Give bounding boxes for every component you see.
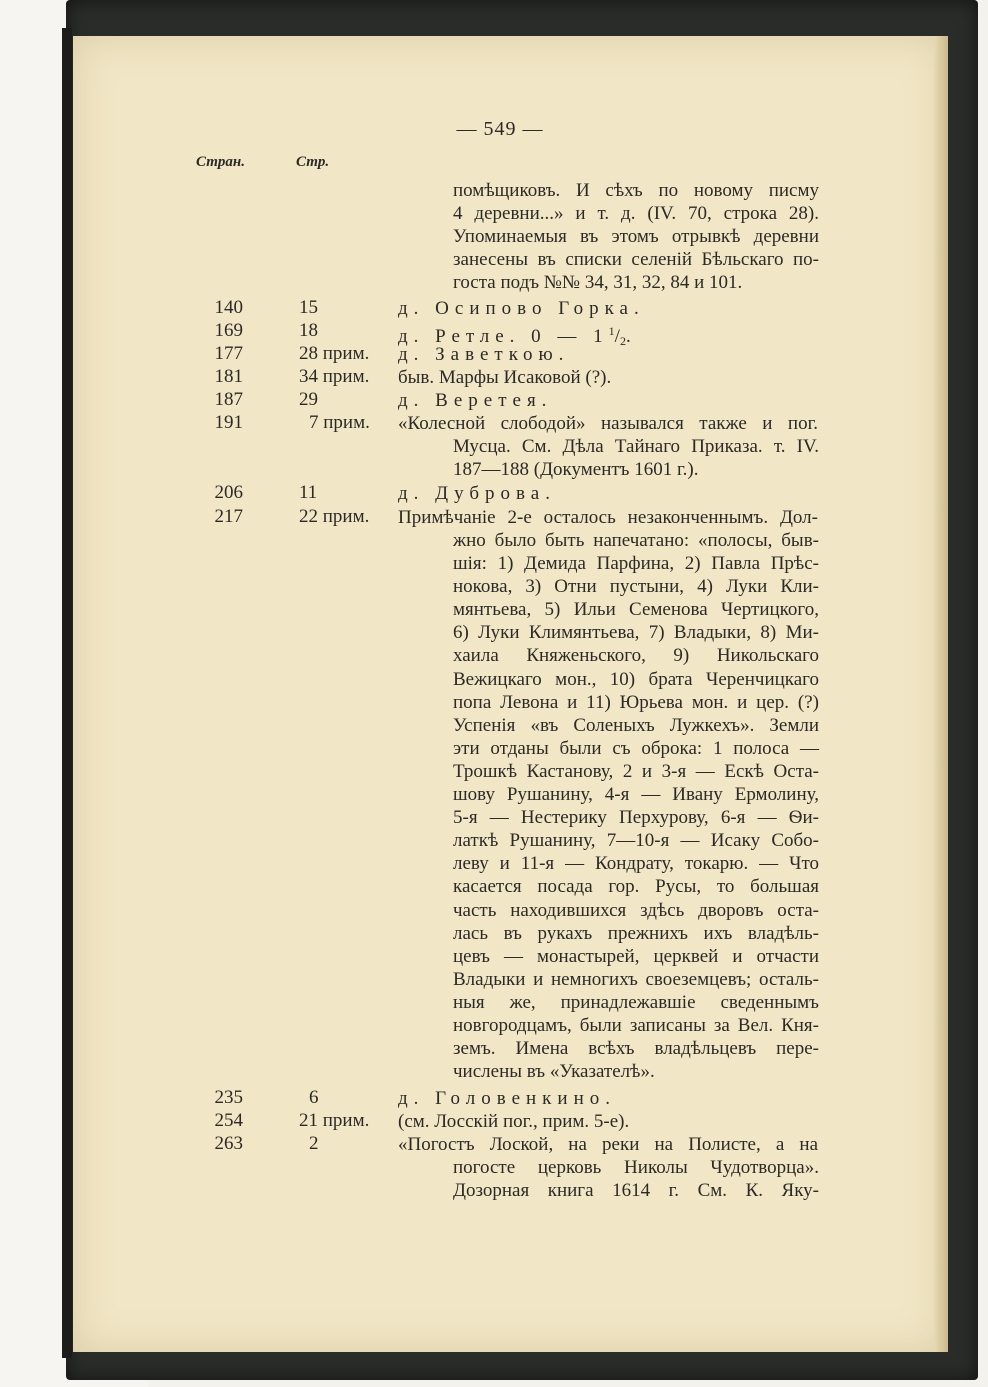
entry-page-number: 177	[214, 343, 243, 364]
entry-page-number: 191	[214, 412, 243, 433]
text-line: 6) Луки Климянтьева, 7) Владыки, 8) Ми-	[453, 622, 819, 644]
text-line: 5-я — Нестерику Перхурову, 6-я — Ѳи-	[453, 807, 819, 829]
text-line: занесены въ списки селеній Бѣльскаго по-	[453, 249, 819, 271]
entry-paragraph	[453, 1156, 819, 1202]
entry-page-number: 206	[214, 482, 243, 503]
text-line: нокова, 3) Отни пустыни, 4) Луки Кли-	[453, 576, 819, 598]
entry-line-number: 6	[309, 1087, 319, 1108]
entry-text-main: д. Ретле. 0 — 1	[398, 326, 609, 347]
text-line: цевъ — монастырей, церквей и отчасти	[453, 945, 819, 967]
page-edge	[934, 36, 948, 1352]
text-line: Дозорная книга 1614 г. См. К. Яку-	[453, 1180, 819, 1202]
text-line: лась въ рукахъ прежнихъ ихъ владѣль-	[453, 922, 819, 944]
text-line: эти отданы были съ оброка: 1 полоса —	[453, 737, 819, 759]
entry-line-number: 28 прим.	[299, 343, 370, 364]
entry-page-number: 263	[214, 1133, 243, 1154]
entry-line-number: 34 прим.	[299, 366, 370, 387]
text-line: госта подъ №№ 34, 31, 32, 84 и 101.	[453, 272, 743, 294]
text-line: Трошкѣ Кастанову, 2 и 3-я — Ескѣ Оста-	[453, 760, 819, 782]
text-line: новгородцамъ, были записаны за Вел. Кня-	[453, 1014, 819, 1036]
entry-page-number: 181	[214, 366, 243, 387]
fraction-denominator: 2	[619, 334, 626, 348]
entry-text: д. Головенкино.	[398, 1088, 616, 1109]
lead-paragraph	[453, 179, 819, 294]
entry-text-first: «Погостъ Лоской, на реки на Полисте, а на	[398, 1134, 818, 1155]
entry-page-number: 235	[214, 1087, 243, 1108]
entry-line-number: 21 прим.	[299, 1110, 370, 1131]
text-line: земъ. Имена всѣхъ владѣльцевъ пере-	[453, 1038, 819, 1060]
entry-page-number: 254	[214, 1110, 243, 1131]
text-line: леву и 11-я — Кондрату, токарю. — Что	[453, 853, 819, 875]
text-line: погосте церковь Николы Чудотворца».	[453, 1157, 819, 1178]
entry-text-cont: 187—188 (Документъ 1601 г.).	[453, 459, 699, 480]
text-line: 4 деревни...» и т. д. (IV. 70, строка 28).	[453, 203, 819, 225]
entry-text: быв. Марфы Исаковой (?).	[398, 367, 612, 388]
entry-text-first: «Колесной слободой» назывался также и пог.	[398, 413, 818, 434]
entry-text: (см. Лосскій пог., прим. 5-е).	[398, 1111, 630, 1132]
entry-text: д. Веретея.	[398, 390, 553, 411]
text-line: часть находившихся здѣсь дворовъ оста-	[453, 899, 819, 921]
entry-line-number: 18	[299, 320, 318, 341]
column-header-page: Стран.	[196, 154, 245, 170]
text-line: помѣщиковъ. И сѣхъ по новому писму	[453, 180, 819, 201]
entry-text-cont: Мусца. См. Дѣла Тайнаго Приказа. т. IV.	[453, 436, 819, 457]
text-line: Упоминаемыя въ этомъ отрывкѣ деревни	[453, 226, 819, 248]
text-line: попа Левона и 11) Юрьева мон. и цер. (?)	[453, 691, 819, 713]
page-number: — 549 —	[456, 118, 544, 140]
entry-text: д. Осипово Горка.	[398, 298, 645, 319]
entry-page-number: 187	[214, 389, 243, 410]
fraction-tail: .	[625, 326, 631, 347]
entry-page-number: 169	[214, 320, 243, 341]
entry-text: д. Дуброва.	[398, 483, 556, 504]
column-header-line: Стр.	[296, 154, 330, 170]
text-line: шову Рушанину, 4-я — Ивану Ермолину,	[453, 784, 819, 806]
text-line: хаила Княженьского, 9) Никольскаго	[453, 645, 819, 667]
entry-line-number: 29	[299, 389, 318, 410]
entry-paragraph	[453, 529, 819, 1083]
entry-line-number: 2	[309, 1133, 319, 1154]
entry-page-number: 217	[214, 506, 243, 527]
text-line: ныя же, принадлежавшіе сведеннымъ	[453, 991, 819, 1013]
entry-text: д. Заветкою.	[398, 344, 570, 365]
text-line: Успенія «въ Соленыхъ Лужкехъ». Земли	[453, 714, 819, 736]
text-line: Вежицкаго мон., 10) брата Черенчицкаго	[453, 668, 819, 690]
entry-line-number: 22 прим.	[299, 506, 370, 527]
text-line: Владыки и немногихъ своеземцевъ; осталь-	[453, 968, 819, 990]
text-line: числены въ «Указателѣ».	[453, 1061, 655, 1083]
entry-line-number: 7 прим.	[309, 412, 370, 433]
text-line: латкѣ Рушанину, 7—10-я — Исаку Собо-	[453, 830, 819, 852]
entry-text-first: Примѣчаніе 2-е осталось незаконченнымъ. Дол-	[398, 507, 818, 528]
text-line: жно было быть напечатано: «полосы, быв-	[453, 530, 819, 551]
entry-text: д. Ретле. 0 — $1^1/_2$.	[398, 324, 631, 348]
entry-page-number: 140	[214, 297, 243, 318]
entry-line-number: 15	[299, 297, 318, 318]
fraction-numerator: 1	[608, 324, 615, 338]
text-line: мянтьева, 5) Ильи Семенова Чертицкого,	[453, 599, 819, 621]
text-line: касается посада гор. Русы, то большая	[453, 876, 819, 898]
text-line: шія: 1) Демида Парфина, 2) Павла Прѣс-	[453, 553, 819, 575]
entry-line-number: 11	[299, 482, 318, 503]
book-spine-edge	[62, 28, 72, 1358]
